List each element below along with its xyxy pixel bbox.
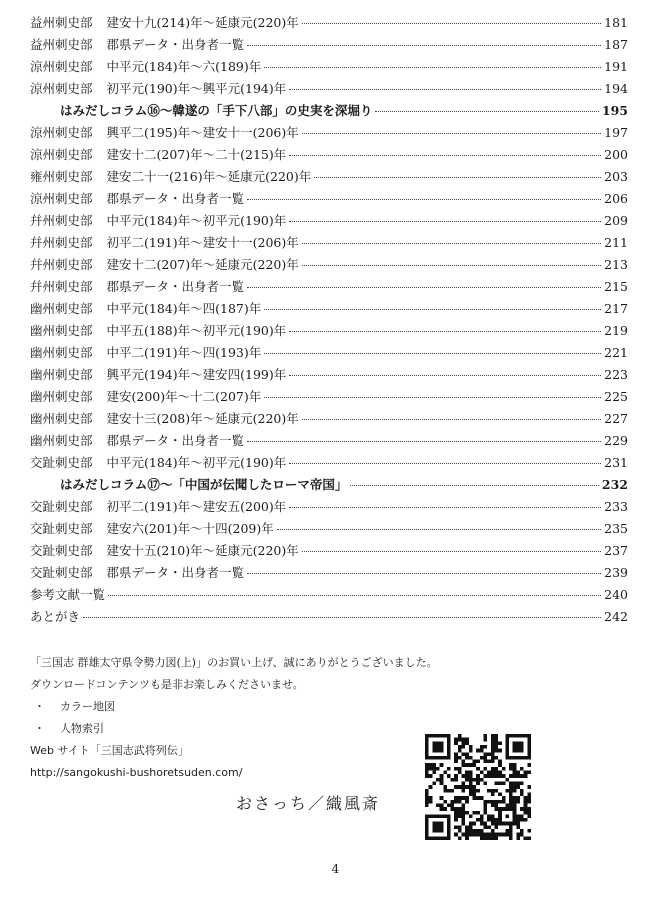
toc-period: 中平五(188)年～初平元(190)年 xyxy=(106,323,287,338)
author-signature: おさっち／織風斎 xyxy=(236,794,381,813)
toc-page-number: 242 xyxy=(604,609,628,624)
toc-period: 建安十三(208)年～延康元(220)年 xyxy=(106,411,299,426)
toc-page-number: 215 xyxy=(604,279,628,294)
toc-category: 幽州刺史部 xyxy=(30,367,93,382)
toc-page-number: 194 xyxy=(604,81,628,96)
toc-period: 中平元(184)年～初平元(190)年 xyxy=(106,455,287,470)
toc-column-entry xyxy=(30,474,628,496)
toc-category: 幽州刺史部 xyxy=(30,345,93,360)
leader-dots xyxy=(375,111,599,112)
toc-page-number: 181 xyxy=(604,15,628,30)
toc-period: 郡県データ・出身者一覧 xyxy=(106,433,245,448)
leader-dots xyxy=(264,353,601,354)
toc-category: 幷州刺史部 xyxy=(30,213,93,228)
toc-page-number: 209 xyxy=(604,213,628,228)
toc-page-number: 233 xyxy=(604,499,628,514)
toc-category: はみだしコラム⑰～「中国が伝聞したローマ帝国」 xyxy=(60,477,348,492)
toc-category: 幽州刺史部 xyxy=(30,301,93,316)
leader-dots xyxy=(289,331,601,332)
toc-period: 建安十二(207)年～二十(215)年 xyxy=(106,147,287,162)
toc-entry xyxy=(30,408,628,430)
toc-page-number: 197 xyxy=(604,125,628,140)
toc-entry xyxy=(30,342,628,364)
toc-entry xyxy=(30,254,628,276)
toc-page-number: 187 xyxy=(604,37,628,52)
toc-entry xyxy=(30,166,628,188)
toc-column-entry xyxy=(30,100,628,122)
toc-period: 建安十五(210)年～延康元(220)年 xyxy=(106,543,299,558)
toc-category: 幷州刺史部 xyxy=(30,257,93,272)
thanks-text: 「三国志 群雄太守県令勢力図(上)」のお買い上げ、誠にありがとうございました。 xyxy=(30,656,438,669)
toc-page-number: 229 xyxy=(604,433,628,448)
toc-category: 交趾刺史部 xyxy=(30,521,93,536)
toc-period: 建安六(201)年～十四(209)年 xyxy=(106,521,274,536)
toc-entry xyxy=(30,452,628,474)
toc-period: 中平元(184)年～初平元(190)年 xyxy=(106,213,287,228)
toc-page-number: 227 xyxy=(604,411,628,426)
leader-dots xyxy=(247,287,601,288)
toc-period: 建安二十一(216)年～延康元(220)年 xyxy=(106,169,312,184)
leader-dots xyxy=(289,89,601,90)
toc-page-number: 235 xyxy=(604,521,628,536)
toc-category: 益州刺史部 xyxy=(30,15,93,30)
toc-category: 涼州刺史部 xyxy=(30,191,93,206)
toc-entry xyxy=(30,78,628,100)
toc-entry xyxy=(30,584,628,606)
toc-category: 涼州刺史部 xyxy=(30,125,93,140)
toc-entry xyxy=(30,56,628,78)
toc-category: あとがき xyxy=(30,609,81,624)
toc-entry xyxy=(30,210,628,232)
leader-dots xyxy=(264,67,601,68)
toc-category: 幽州刺史部 xyxy=(30,433,93,448)
leader-dots xyxy=(302,419,601,420)
toc-category: はみだしコラム⑯～韓遂の「手下八部」の史実を深堀り xyxy=(60,103,373,118)
toc-page-number: 219 xyxy=(604,323,628,338)
qr-code-icon[interactable] xyxy=(425,734,531,840)
toc-period: 建安(200)年～十二(207)年 xyxy=(106,389,262,404)
toc-page-number: 200 xyxy=(604,147,628,162)
toc-page-number: 240 xyxy=(604,587,628,602)
leader-dots xyxy=(289,221,601,222)
toc-category: 益州刺史部 xyxy=(30,37,93,52)
toc-page-number: 217 xyxy=(604,301,628,316)
website-label: Web サイト「三国志武将列伝」 xyxy=(30,744,189,757)
toc-page-number: 237 xyxy=(604,543,628,558)
toc-entry xyxy=(30,430,628,452)
toc-entry xyxy=(30,606,628,628)
toc-category: 交趾刺史部 xyxy=(30,455,93,470)
leader-dots xyxy=(302,551,601,552)
toc-entry xyxy=(30,34,628,56)
leader-dots xyxy=(289,375,601,376)
toc-period: 初平二(191)年～建安十一(206)年 xyxy=(106,235,299,250)
toc-page-number: 211 xyxy=(604,235,628,250)
toc-category: 涼州刺史部 xyxy=(30,59,93,74)
toc-category: 参考文献一覧 xyxy=(30,587,106,602)
bullet-item: ・ 人物索引 xyxy=(34,722,104,735)
toc-entry xyxy=(30,364,628,386)
toc-period: 建安十二(207)年～延康元(220)年 xyxy=(106,257,299,272)
toc-period: 中平元(184)年～六(189)年 xyxy=(106,59,262,74)
leader-dots xyxy=(264,309,601,310)
toc-entry xyxy=(30,232,628,254)
toc-period: 郡県データ・出身者一覧 xyxy=(106,279,245,294)
leader-dots xyxy=(247,441,601,442)
toc-entry xyxy=(30,562,628,584)
toc-category: 幽州刺史部 xyxy=(30,389,93,404)
toc-entry xyxy=(30,540,628,562)
leader-dots xyxy=(247,199,601,200)
leader-dots xyxy=(289,463,601,464)
toc-period: 郡県データ・出身者一覧 xyxy=(106,191,245,206)
toc-page-number: 239 xyxy=(604,565,628,580)
toc-period: 興平元(194)年～建安四(199)年 xyxy=(106,367,287,382)
toc-category: 雍州刺史部 xyxy=(30,169,93,184)
toc-page-number: 195 xyxy=(601,103,628,118)
download-text: ダウンロードコンテンツも是非お楽しみくださいませ。 xyxy=(30,678,304,691)
toc-entry xyxy=(30,386,628,408)
toc-page-number: 206 xyxy=(604,191,628,206)
toc-category: 交趾刺史部 xyxy=(30,565,93,580)
toc-page-number: 223 xyxy=(604,367,628,382)
toc-category: 涼州刺史部 xyxy=(30,147,93,162)
toc-page-number: 225 xyxy=(604,389,628,404)
toc-entry xyxy=(30,188,628,210)
afterword-note xyxy=(30,652,630,784)
toc-period: 初平二(191)年～建安五(200)年 xyxy=(106,499,287,514)
toc-page-number: 203 xyxy=(604,169,628,184)
bullet-item: ・ カラー地図 xyxy=(34,700,115,713)
toc-period: 郡県データ・出身者一覧 xyxy=(106,565,245,580)
toc-entry xyxy=(30,298,628,320)
toc-page-number: 231 xyxy=(604,455,628,470)
toc-period: 興平二(195)年～建安十一(206)年 xyxy=(106,125,299,140)
leader-dots xyxy=(302,265,601,266)
toc-page-number: 221 xyxy=(604,345,628,360)
toc-period: 中平二(191)年～四(193)年 xyxy=(106,345,262,360)
toc-period: 建安十九(214)年～延康元(220)年 xyxy=(106,15,299,30)
leader-dots xyxy=(247,573,601,574)
toc-category: 涼州刺史部 xyxy=(30,81,93,96)
website-url[interactable]: http://sangokushi-bushoretsuden.com/ xyxy=(30,766,243,779)
table-of-contents xyxy=(30,12,628,628)
leader-dots xyxy=(314,177,601,178)
toc-entry xyxy=(30,122,628,144)
toc-page-number: 191 xyxy=(604,59,628,74)
toc-category: 交趾刺史部 xyxy=(30,543,93,558)
toc-entry xyxy=(30,518,628,540)
toc-category: 幽州刺史部 xyxy=(30,411,93,426)
leader-dots xyxy=(350,485,599,486)
leader-dots xyxy=(247,45,601,46)
toc-entry xyxy=(30,320,628,342)
toc-period: 中平元(184)年～四(187)年 xyxy=(106,301,262,316)
leader-dots xyxy=(108,595,601,596)
page-number: 4 xyxy=(331,862,340,876)
toc-entry xyxy=(30,496,628,518)
toc-period: 郡県データ・出身者一覧 xyxy=(106,37,245,52)
leader-dots xyxy=(264,397,601,398)
toc-category: 幽州刺史部 xyxy=(30,323,93,338)
leader-dots xyxy=(289,507,601,508)
toc-page-number: 213 xyxy=(604,257,628,272)
toc-page-number: 232 xyxy=(601,477,628,492)
toc-category: 幷州刺史部 xyxy=(30,279,93,294)
leader-dots xyxy=(277,529,601,530)
leader-dots xyxy=(302,23,601,24)
toc-period: 初平元(190)年～興平元(194)年 xyxy=(106,81,287,96)
leader-dots xyxy=(302,133,601,134)
toc-entry xyxy=(30,144,628,166)
toc-entry xyxy=(30,276,628,298)
toc-category: 幷州刺史部 xyxy=(30,235,93,250)
toc-category: 交趾刺史部 xyxy=(30,499,93,514)
leader-dots xyxy=(289,155,601,156)
leader-dots xyxy=(302,243,601,244)
toc-entry xyxy=(30,12,628,34)
leader-dots xyxy=(83,617,601,618)
